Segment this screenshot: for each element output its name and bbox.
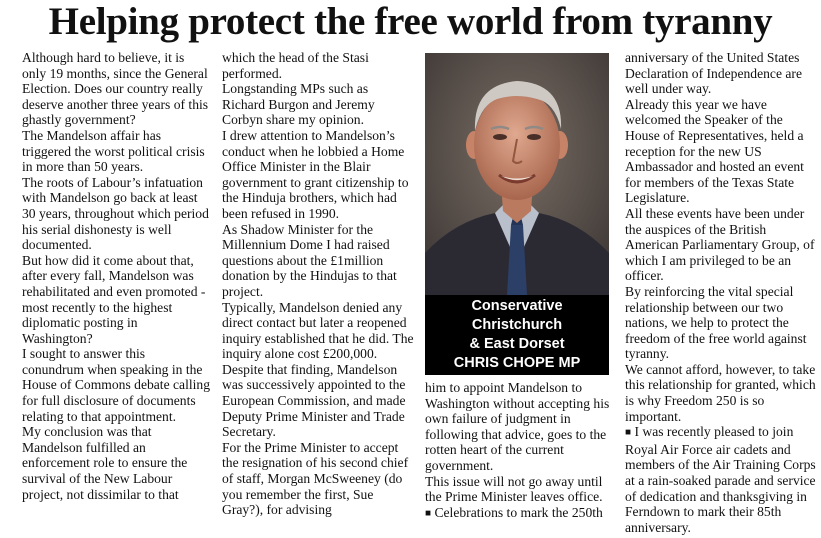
photo-caption xyxy=(425,295,609,375)
author-photo xyxy=(425,53,609,295)
paragraph: As Shadow Minister for the Millennium Dome I had raised questions about the £1million donation by the Hindujas to that project. xyxy=(222,221,397,299)
paragraph: Although hard to believe, it is only 19 months, since the General Election. Does our country really deserve another three years of this ghastly government? xyxy=(22,50,209,128)
paragraph: him to appoint Mandelson to Washington without accepting his own failure of judgment in following that advice, goes to the rotten heart of the current government. xyxy=(425,380,610,473)
paragraph: I drew attention to Mandelson’s conduct when he lobbied a Home Office Minister in the Blair government to grant citizenship to the Hinduja brothers, which had been refused in 1990. xyxy=(222,127,409,221)
paragraph: I sought to answer this conundrum when speaking in the House of Commons debate calling for full disclosure of documents relating to that appointment. xyxy=(22,346,211,424)
paragraph: For the Prime Minister to accept the resignation of his second chief of staff, Morgan McSweeney (do you remember the first, Sue Gray?), for advising xyxy=(222,439,409,518)
paragraph: My conclusion was that Mandelson fulfilled an enforcement role to ensure the survival of the New Labour project, not dissimilar to that xyxy=(22,424,188,502)
bullet-icon: ■ xyxy=(425,507,432,519)
bullet-text: Celebrations to mark the 250th xyxy=(434,504,603,520)
column-3 xyxy=(425,380,613,522)
paragraph: The Mandelson affair has triggered the worst political crisis in more than 50 years. xyxy=(22,127,205,175)
caption-constituency: Christchurch xyxy=(471,317,563,333)
paragraph: which the head of the Stasi performed. xyxy=(222,50,369,81)
paragraph: This issue will not go away until the Prime Minister leaves office. xyxy=(425,473,603,505)
column-2 xyxy=(222,50,414,518)
paragraph: Longstanding MPs such as Richard Burgon and Jeremy Corbyn share my opinion. xyxy=(222,81,375,128)
paragraph: The roots of Labour’s infatuation with Mandelson go back at least 30 years, throughout which period his serial dishonesty is well documented. xyxy=(22,174,209,253)
column-1 xyxy=(22,50,210,502)
paragraph: All these events have been under the auspices of the British American Parliamentary Group, of which I am privileged to be an officer. xyxy=(625,205,815,284)
paragraph: But how did it come about that, after every fall, Mandelson was rehabilitated and even promoted - most recently to the highest diplomatic posting in Washington? xyxy=(22,252,206,346)
bullet-icon: ■ xyxy=(625,427,632,439)
paragraph: We cannot afford, however, to take this relationship for granted, which is why Freedom 250 is so important. xyxy=(625,361,816,424)
column-4 xyxy=(625,50,817,535)
headline: Helping protect the free world from tyranny xyxy=(48,0,773,43)
caption-party: Conservative xyxy=(471,298,563,314)
paragraph: anniversary of the United States Declaration of Independence are well under way. xyxy=(625,50,802,97)
portrait-illustration xyxy=(425,53,609,295)
paragraph xyxy=(625,424,817,535)
paragraph: Typically, Mandelson denied any direct contact but later a reopened inquiry established that he did. The inquiry alone cost £200,000. Despite that finding, Mandelson was successively appointed to the European Commission, and made Deputy Prime Minister and Trade Secretary. xyxy=(222,299,414,440)
caption-name: CHRIS CHOPE MP xyxy=(453,355,581,371)
bullet-text: I was recently pleased to join Royal Air Force air cadets and members of the Air Training Corps at a rain-soaked parade and service of dedication and thanksgiving in Ferndown to mark their 85th anniversary. xyxy=(625,424,816,535)
paragraph: By reinforcing the vital special relationship between our two nations, we help to protect the freedom of the free world against tyranny. xyxy=(625,283,807,362)
paragraph xyxy=(425,505,613,523)
caption-constituency-2: & East Dorset xyxy=(469,336,565,352)
paragraph: Already this year we have welcomed the Speaker of the House of Representatives, held a reception for the new US Ambassador and hosted an event for members of the Texas State Legislature. xyxy=(625,96,804,206)
